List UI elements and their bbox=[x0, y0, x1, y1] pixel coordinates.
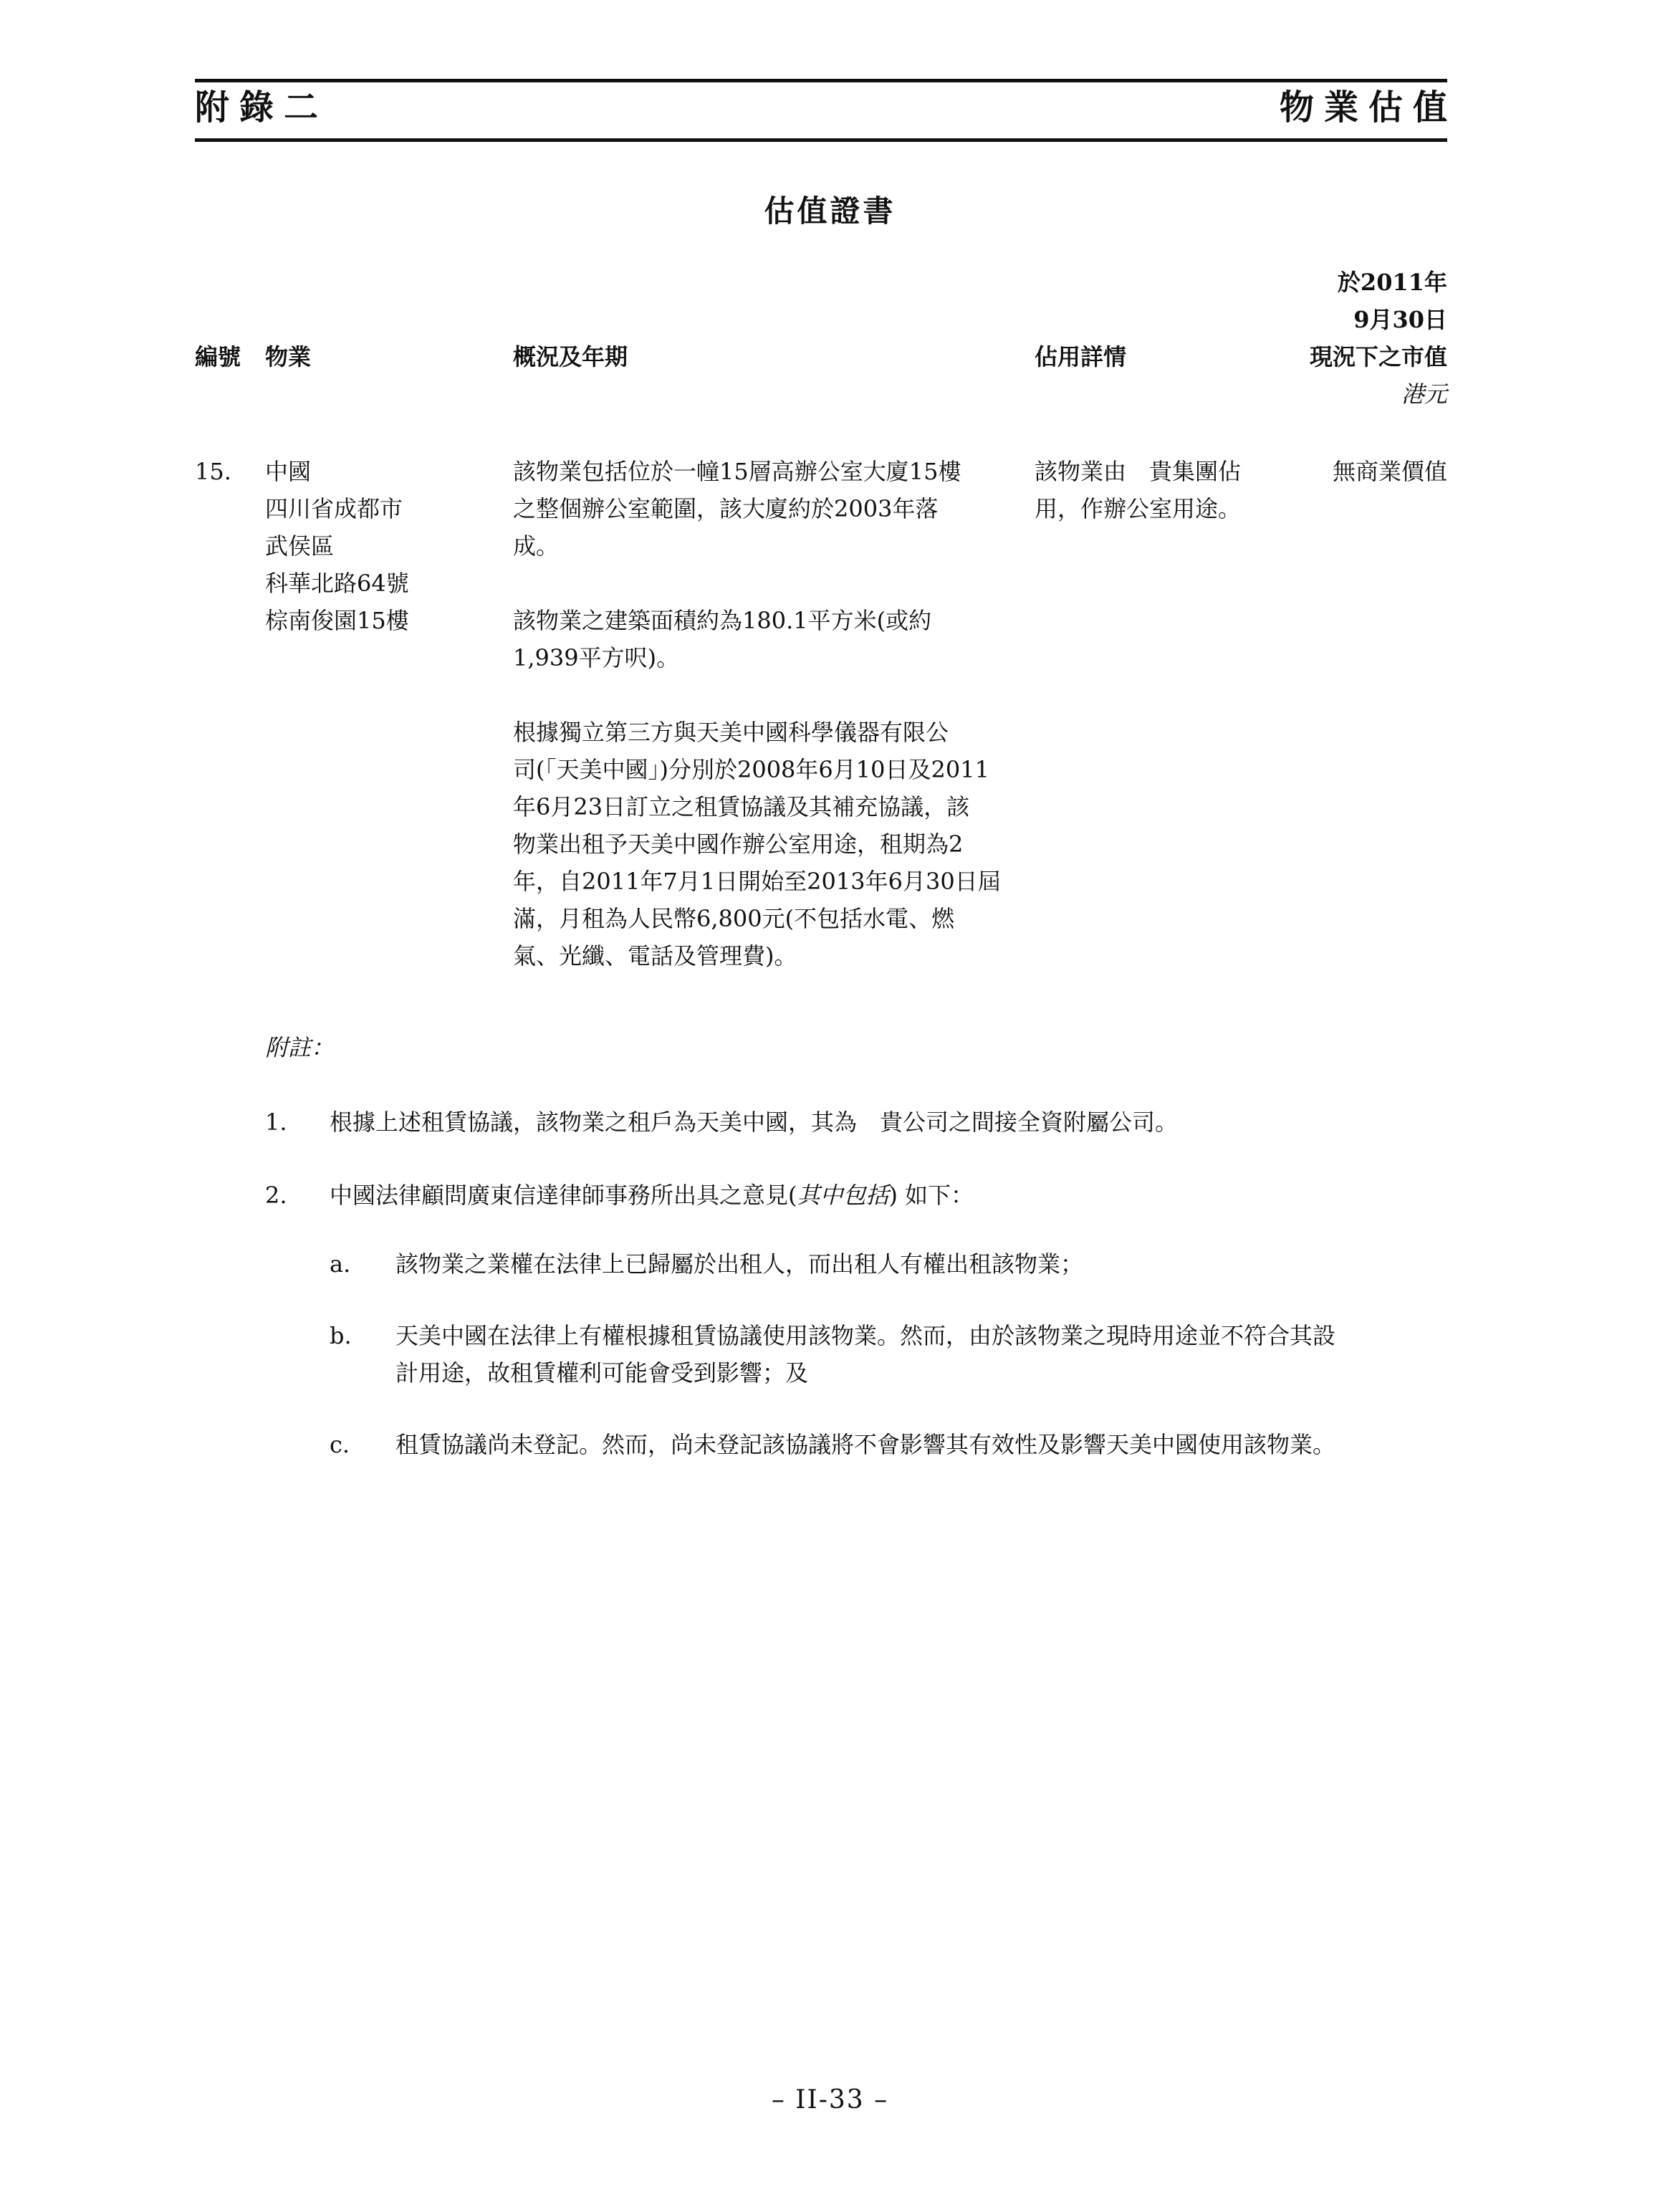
occupancy-line: 該物業由 貴集團佔 bbox=[1035, 458, 1242, 485]
note-text bbox=[330, 1177, 974, 1214]
description-line: 年，自2011年7月1日開始至2013年6月30日屆 bbox=[513, 868, 1001, 895]
description-line: 1,939平方呎)。 bbox=[513, 644, 680, 671]
property-line: 棕南俊園15樓 bbox=[265, 607, 409, 634]
note-text-part: 中國法律顧問廣東信達律師事務所出具之意見( bbox=[330, 1182, 797, 1209]
subitem-label: b. bbox=[330, 1322, 352, 1349]
subitem-line: 天美中國在法律上有權根據租賃協議使用該物業。然而，由於該物業之現時用途並不符合其設 bbox=[395, 1322, 1336, 1349]
note-number: 2. bbox=[265, 1182, 287, 1209]
column-header-market-value: 現況下之市值 bbox=[1309, 343, 1447, 370]
subitem-text: 該物業之業權在法律上已歸屬於出租人，而出租人有權出租該物業； bbox=[395, 1250, 1084, 1278]
note-text-italic: 其中包括 bbox=[797, 1182, 889, 1209]
occupancy-line: 用，作辦公室用途。 bbox=[1035, 495, 1242, 522]
note-text: 根據上述租賃協議，該物業之租戶為天美中國，其為 貴公司之間接全資附屬公司。 bbox=[330, 1109, 1179, 1136]
value-date-day: 9月30日 bbox=[1353, 306, 1447, 333]
description-paragraph bbox=[513, 714, 1014, 975]
subitem-label: c. bbox=[330, 1431, 350, 1458]
description-paragraph bbox=[513, 602, 1014, 676]
description-line: 成。 bbox=[513, 532, 560, 560]
note-number: 1. bbox=[265, 1109, 287, 1136]
description-line: 之整個辦公室範圍，該大廈約於2003年落 bbox=[513, 495, 939, 522]
description-line: 物業出租予天美中國作辦公室用途，租期為2 bbox=[513, 830, 964, 858]
occupancy-cell bbox=[1035, 453, 1241, 527]
description-line: 根據獨立第三方與天美中國科學儀器有限公 bbox=[513, 719, 949, 746]
property-line: 中國 bbox=[265, 458, 312, 485]
header-top-rule bbox=[195, 79, 1447, 82]
page-number: – II-33 – bbox=[771, 2085, 889, 2115]
description-line: 滿，月租為人民幣6,800元(不包括水電、燃 bbox=[513, 905, 955, 932]
description-line: 氣、光纖、電話及管理費)。 bbox=[513, 942, 797, 969]
appendix-title: 附錄二 bbox=[195, 87, 329, 128]
description-paragraph bbox=[513, 453, 1014, 565]
subitem-text bbox=[395, 1317, 1335, 1392]
column-header-number: 編號 bbox=[195, 343, 241, 370]
note-text-part: ) 如下： bbox=[888, 1182, 974, 1209]
property-line: 四川省成都市 bbox=[265, 495, 403, 522]
section-title: 物業估值 bbox=[1279, 87, 1457, 128]
subitem-text: 租賃協議尚未登記。然而，尚未登記該協議將不會影響其有效性及影響天美中國使用該物業。 bbox=[395, 1431, 1336, 1458]
description-line: 該物業之建築面積約為180.1平方米(或約 bbox=[513, 607, 932, 634]
currency-label: 港元 bbox=[1401, 380, 1447, 408]
column-header-description: 概況及年期 bbox=[513, 343, 628, 370]
property-line: 科華北路64號 bbox=[265, 570, 409, 597]
column-header-occupancy: 佔用詳情 bbox=[1035, 343, 1127, 370]
notes-heading: 附註： bbox=[265, 1034, 335, 1061]
property-address bbox=[265, 453, 409, 639]
header-bottom-rule bbox=[195, 138, 1447, 142]
property-line: 武侯區 bbox=[265, 532, 335, 560]
value-date-year: 於2011年 bbox=[1337, 269, 1447, 296]
subitem-line: 計用途，故租賃權利可能會受到影響；及 bbox=[395, 1359, 809, 1387]
description-line: 該物業包括位於一幢15層高辦公室大廈15樓 bbox=[513, 458, 961, 485]
document-title: 估值證書 bbox=[764, 193, 896, 229]
subitem-label: a. bbox=[330, 1250, 351, 1278]
description-line: 司(「天美中國」)分別於2008年6月10日及2011 bbox=[513, 756, 989, 783]
column-header-property: 物業 bbox=[265, 343, 312, 370]
description-line: 年6月23日訂立之租賃協議及其補充協議，該 bbox=[513, 793, 970, 820]
description-cell bbox=[513, 453, 1014, 1012]
row-number: 15. bbox=[195, 458, 231, 485]
market-value: 無商業價值 bbox=[1332, 458, 1447, 485]
